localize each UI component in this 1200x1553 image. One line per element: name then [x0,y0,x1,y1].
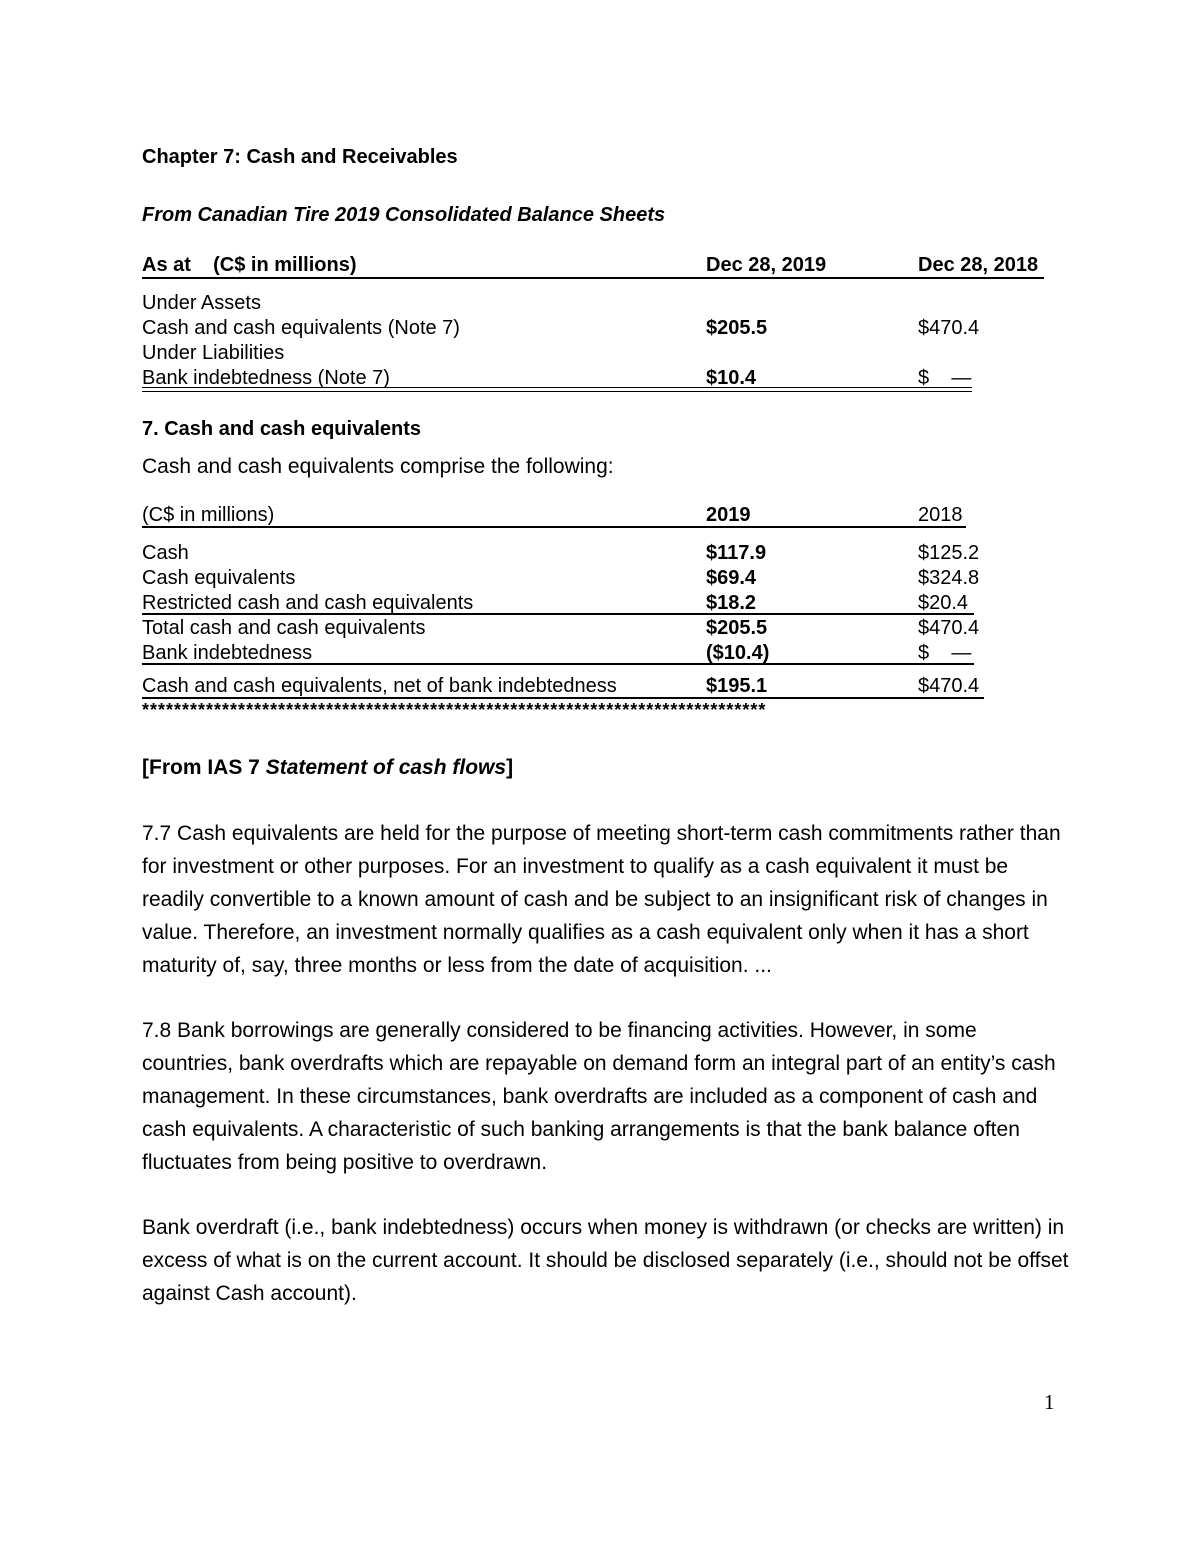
ias-reference [142,755,513,781]
n7-row-value-2018: $20.4 [918,592,969,614]
bs-row-label: Cash and cash equivalents (Note 7) [142,317,460,339]
paragraph-7-7-text: 7.7 Cash equivalents are held for the purpose of meeting short-term cash commitments rather than for investment or other purposes. For an investment to qualify as a cash equivalent it must be readily convertible to a known amount of cash and be subject to an insignificant risk of changes in value. Therefore, an investment normally qualifies as a cash equivalent only when it has a short maturity of, say, three months or less from the date of acquisition. ... [142,822,1061,977]
n7-net-rule [142,697,984,699]
note7-intro: Cash and cash equivalents comprise the following: [142,455,614,478]
paragraph-7-8-text: 7.8 Bank borrowings are generally considered to be financing activities. However, in some countries, bank overdrafts which are repayable on demand form an integral part of an entity’s cash management. In these circumstances, bank overdrafts are included as a component of cash and cash equivalents. A characteristic of such banking arrangements is that the bank balance often fluctuates from being positive to overdrawn. [142,1019,1056,1174]
n7-row-value-2018: $324.8 [918,567,980,589]
n7-header-rule [142,526,966,528]
n7-row-value-2019: $117.9 [706,542,767,564]
paragraph-7-7 [142,817,1072,982]
n7-row-value-2019: $195.1 [706,675,768,697]
n7-row-value-2018: $470.4 [918,675,980,697]
bs-row-label: Under Liabilities [142,342,285,364]
bs-row-label: Under Assets [142,292,261,314]
n7-indebtedness-rule [142,663,974,665]
page-number: 1 [1044,1390,1055,1414]
n7-row-value-2019: ($10.4) [706,642,770,664]
paragraph-7-8 [142,1014,1072,1179]
n7-row-value-2019: $69.4 [706,567,757,589]
ias-ref-prefix: [From IAS 7 [142,756,266,779]
bs-row-value-2019: $10.4 [706,367,757,389]
n7-header-label: (C$ in millions) [142,504,275,526]
ias-ref-title: Statement of cash flows [265,756,507,779]
bs-row-value-2019: $205.5 [706,317,768,339]
n7-row-value-2019: $205.5 [706,617,768,639]
bs-bottom-rule [142,387,972,388]
bs-header-label: As at (C$ in millions) [142,254,357,276]
chapter-title: Chapter 7: Cash and Receivables [142,146,458,168]
n7-row-label: Cash and cash equivalents, net of bank indebtedness [142,675,617,697]
n7-header-col2: 2018 [918,504,963,526]
n7-row-value-2019: $18.2 [706,592,757,614]
note7-heading: 7. Cash and cash equivalents [142,418,421,440]
bs-bottom-rule [142,391,972,392]
n7-row-label: Total cash and cash equivalents [142,617,426,639]
n7-row-label: Cash [142,542,189,564]
bs-header-col2: Dec 28, 2018 [918,254,1039,276]
paragraph-overdraft-text: Bank overdraft (i.e., bank indebtedness) occurs when money is withdrawn (or checks are written) in excess of what is on the current account. It should be disclosed separately (i.e., should not be offset against Cash account). [142,1216,1069,1305]
n7-row-label: Bank indebtedness [142,642,313,664]
bs-header-rule [142,277,1044,279]
asterisk-separator: ****************************************************************************** [142,700,767,720]
ias-ref-suffix: ] [506,756,514,779]
balance-sheet-subtitle: From Canadian Tire 2019 Consolidated Balance Sheets [142,204,666,226]
n7-row-label: Restricted cash and cash equivalents [142,592,474,614]
n7-header-col1: 2019 [706,504,751,526]
bs-row-value-2018: $ — [918,367,972,389]
bs-header-col1: Dec 28, 2019 [706,254,827,276]
bs-row-value-2018: $470.4 [918,317,980,339]
n7-row-label: Cash equivalents [142,567,296,589]
paragraph-overdraft [142,1211,1072,1310]
n7-row-value-2018: $470.4 [918,617,980,639]
n7-row-value-2018: $ — [918,642,972,664]
bs-row-label: Bank indebtedness (Note 7) [142,367,390,389]
n7-row-value-2018: $125.2 [918,542,980,564]
